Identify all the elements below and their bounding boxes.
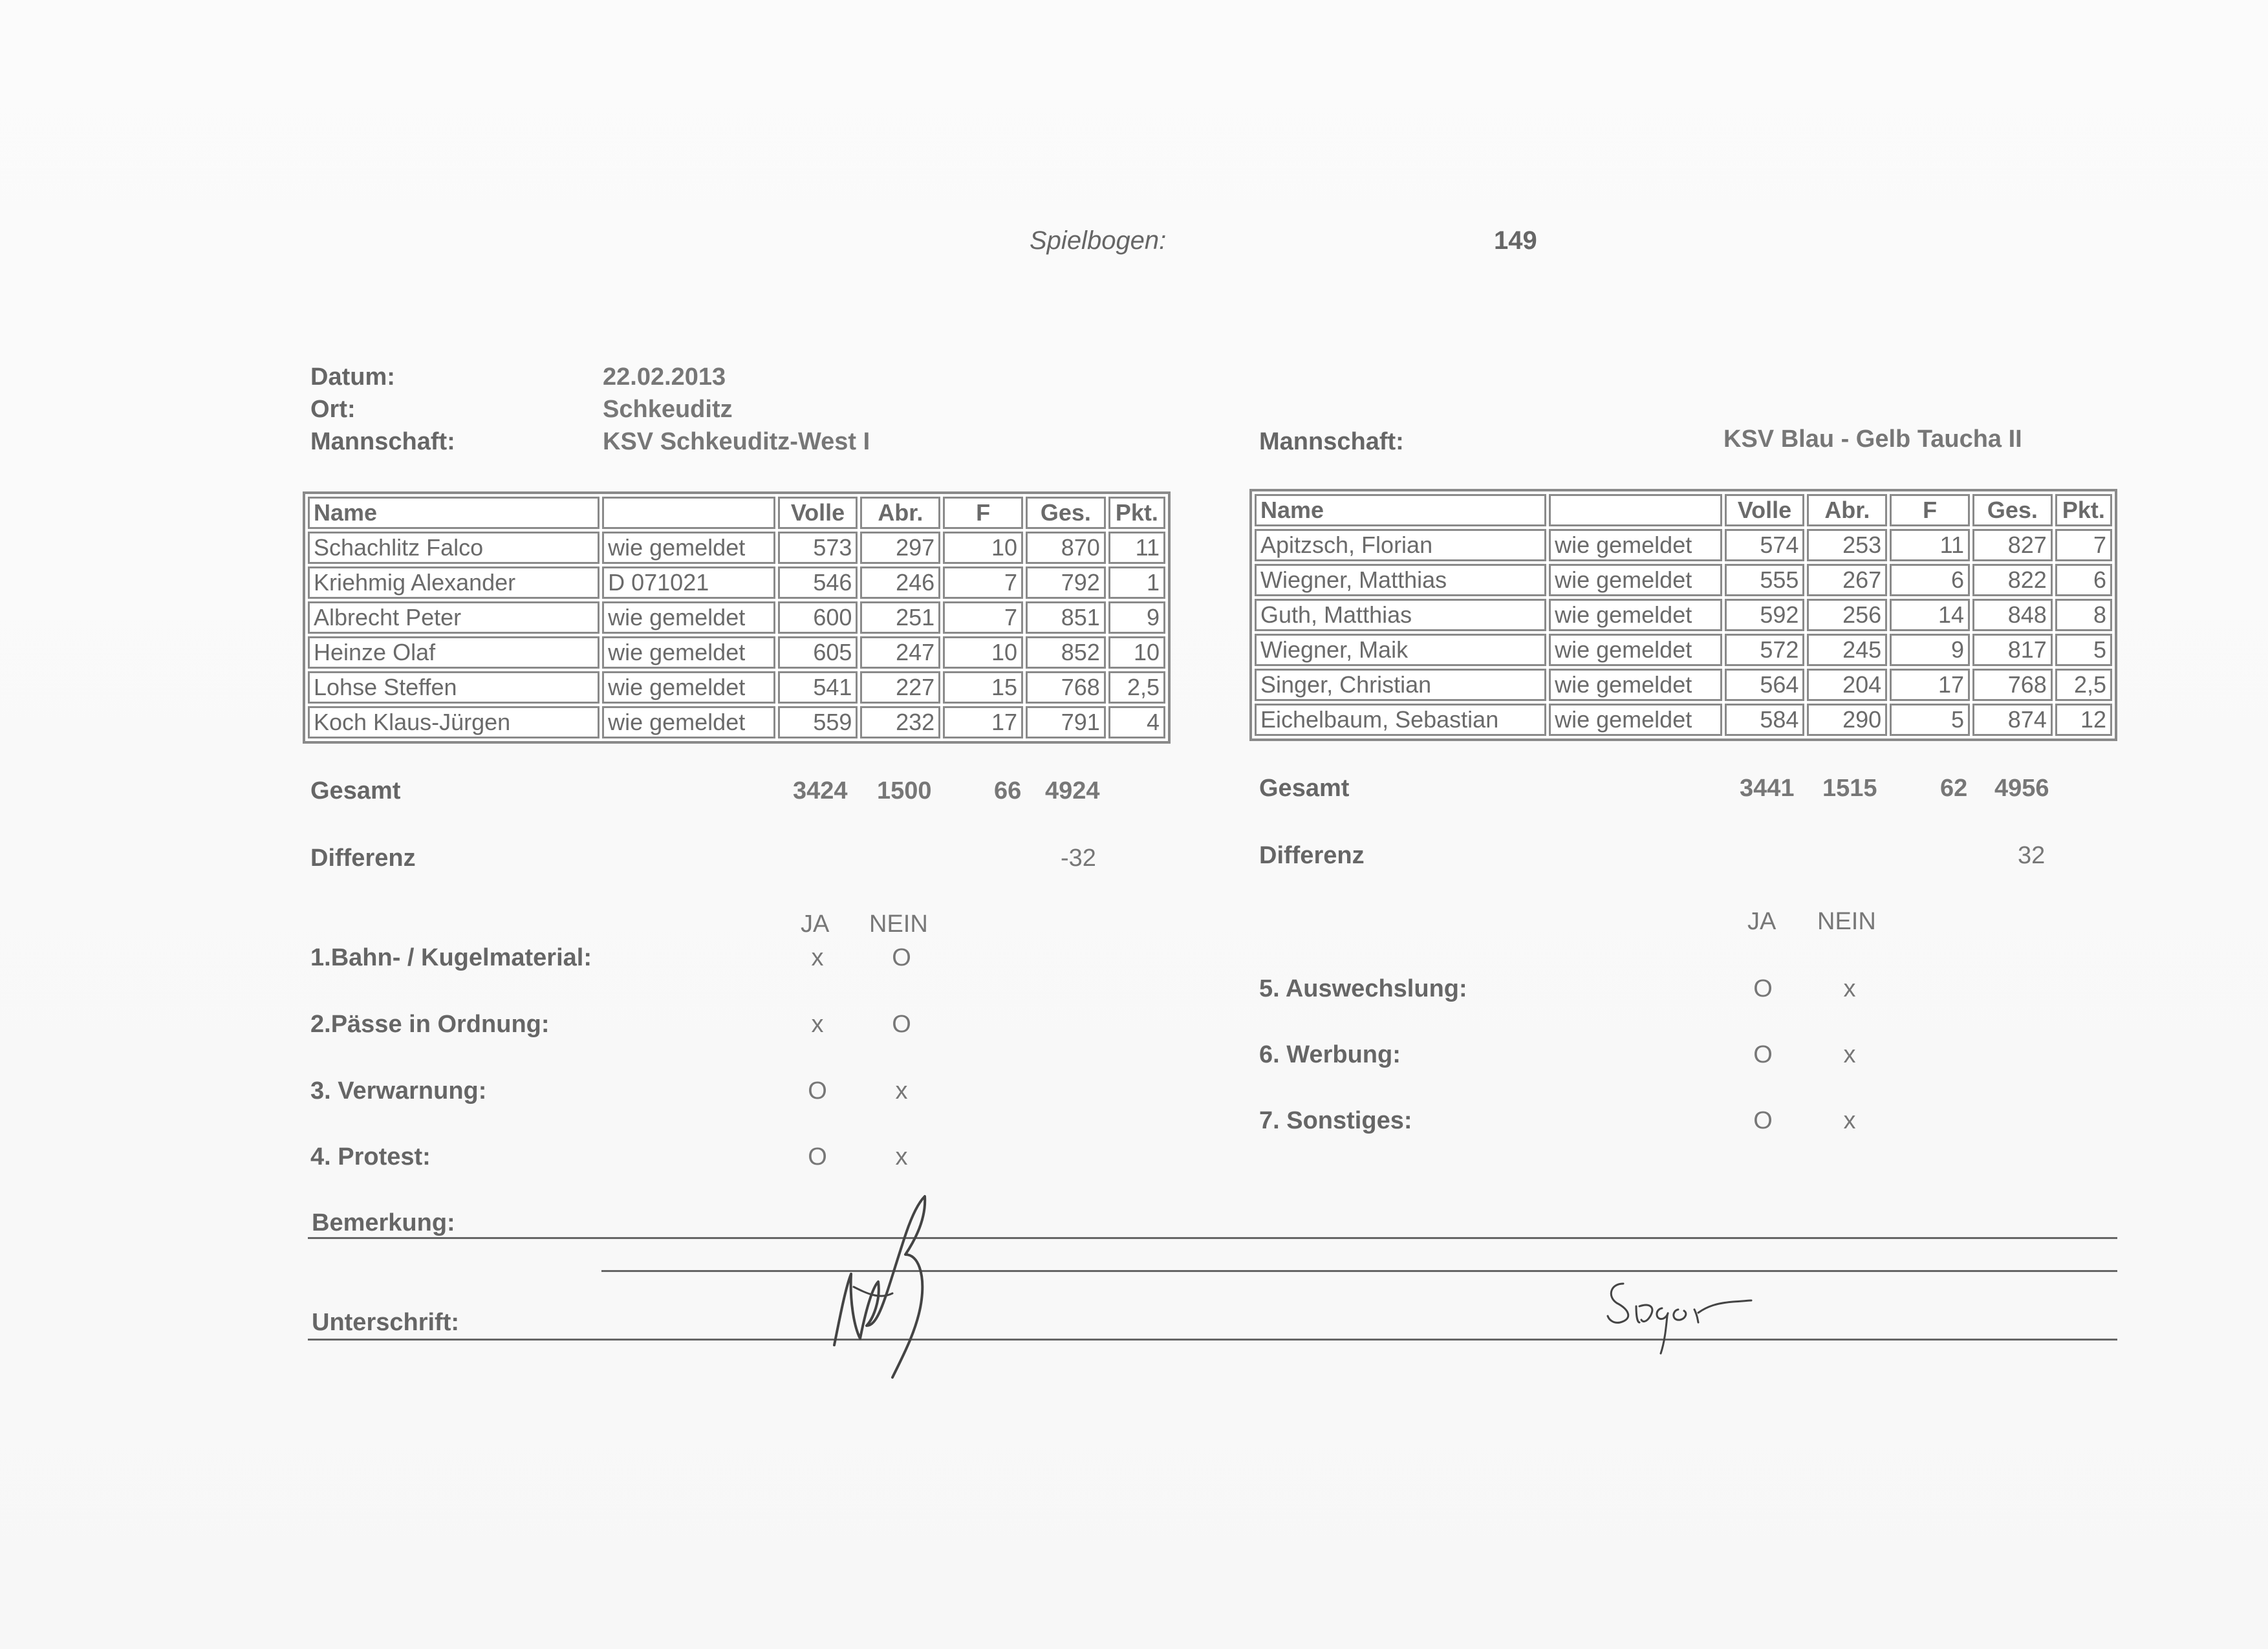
unterschrift-label: Unterschrift:	[312, 1309, 460, 1336]
col-header: Name	[308, 497, 599, 529]
player-name: Singer, Christian	[1255, 669, 1546, 701]
table-row	[1255, 529, 2112, 561]
player-abr: 204	[1807, 669, 1887, 701]
left-ja-header: JA	[801, 911, 830, 938]
table-row	[308, 636, 1165, 669]
col-header: Abr.	[1807, 494, 1887, 526]
player-abr: 253	[1807, 529, 1887, 561]
table-row	[308, 532, 1165, 564]
home-team-name: KSV Schkeuditz-West I	[603, 428, 870, 455]
player-abr: 256	[1807, 599, 1887, 631]
check-nein-bahn: O	[892, 944, 911, 971]
col-header: Abr.	[860, 497, 940, 529]
player-abr: 297	[860, 532, 940, 564]
player-punkte: 1	[1108, 566, 1165, 599]
table-row	[308, 566, 1165, 599]
away-gesamt-volle: 3441	[1740, 775, 1795, 802]
player-abr: 227	[860, 671, 940, 704]
check-ja-paesse: x	[811, 1011, 824, 1038]
player-volle: 573	[778, 532, 858, 564]
player-fehler: 10	[943, 532, 1023, 564]
player-volle: 592	[1725, 599, 1805, 631]
player-fehler: 15	[943, 671, 1023, 704]
home-signature	[828, 1196, 970, 1384]
player-abr: 290	[1807, 704, 1887, 736]
table-row	[1255, 704, 2112, 736]
player-fehler: 17	[1890, 669, 1970, 701]
player-status: wie gemeldet	[1549, 529, 1722, 561]
player-punkte: 8	[2055, 599, 2112, 631]
home-differenz-label: Differenz	[310, 845, 416, 872]
away-mannschaft-label: Mannschaft:	[1259, 428, 1404, 455]
player-punkte: 5	[2055, 634, 2112, 666]
player-name: Albrecht Peter	[308, 601, 599, 634]
away-signature	[1604, 1277, 1753, 1361]
player-fehler: 10	[943, 636, 1023, 669]
player-gesamt: 848	[1972, 599, 2053, 631]
player-punkte: 10	[1108, 636, 1165, 669]
table-row	[308, 601, 1165, 634]
ort-label: Ort:	[310, 396, 356, 423]
player-status: wie gemeldet	[1549, 704, 1722, 736]
player-gesamt: 792	[1026, 566, 1106, 599]
player-gesamt: 822	[1972, 564, 2053, 596]
player-name: Guth, Matthias	[1255, 599, 1546, 631]
away-differenz-label: Differenz	[1259, 842, 1365, 869]
home-gesamt-f: 66	[994, 777, 1022, 804]
player-abr: 247	[860, 636, 940, 669]
player-fehler: 7	[943, 601, 1023, 634]
player-volle: 564	[1725, 669, 1805, 701]
away-score-table	[1249, 489, 2117, 741]
col-header: Ges.	[1972, 494, 2053, 526]
home-gesamt-volle: 3424	[793, 777, 848, 804]
player-name: Schachlitz Falco	[308, 532, 599, 564]
player-fehler: 9	[1890, 634, 1970, 666]
check-ja-werbung: O	[1753, 1041, 1773, 1068]
player-gesamt: 768	[1026, 671, 1106, 704]
check-ja-verwarnung: O	[808, 1077, 827, 1105]
player-abr: 232	[860, 706, 940, 738]
player-gesamt: 852	[1026, 636, 1106, 669]
home-gesamt-ges: 4924	[1045, 777, 1100, 804]
away-gesamt-ges: 4956	[1994, 775, 2049, 802]
away-gesamt-label: Gesamt	[1259, 775, 1350, 802]
player-status: wie gemeldet	[602, 601, 775, 634]
datum-value: 22.02.2013	[603, 363, 726, 391]
check-label-auswechslung: 5. Auswechslung:	[1259, 975, 1467, 1002]
player-punkte: 2,5	[2055, 669, 2112, 701]
home-differenz-value: -32	[1061, 845, 1096, 872]
away-gesamt-abr: 1515	[1822, 775, 1877, 802]
bemerkung-line	[308, 1237, 2117, 1239]
player-volle: 555	[1725, 564, 1805, 596]
home-mannschaft-label: Mannschaft:	[310, 428, 455, 455]
player-gesamt: 827	[1972, 529, 2053, 561]
player-volle: 541	[778, 671, 858, 704]
player-status: D 071021	[602, 566, 775, 599]
player-name: Heinze Olaf	[308, 636, 599, 669]
player-punkte: 7	[2055, 529, 2112, 561]
col-header: Name	[1255, 494, 1546, 526]
check-label-werbung: 6. Werbung:	[1259, 1041, 1401, 1068]
player-status: wie gemeldet	[602, 636, 775, 669]
check-label-verwarnung: 3. Verwarnung:	[310, 1077, 487, 1105]
table-row	[1255, 634, 2112, 666]
away-gesamt-f: 62	[1940, 775, 1968, 802]
table-row	[1255, 669, 2112, 701]
check-nein-sonstiges: x	[1843, 1107, 1856, 1134]
col-header: F	[1890, 494, 1970, 526]
player-volle: 584	[1725, 704, 1805, 736]
away-team-name: KSV Blau - Gelb Taucha II	[1723, 426, 2022, 453]
player-name: Wiegner, Matthias	[1255, 564, 1546, 596]
player-name: Kriehmig Alexander	[308, 566, 599, 599]
table-row	[1255, 564, 2112, 596]
check-nein-paesse: O	[892, 1011, 911, 1038]
player-fehler: 11	[1890, 529, 1970, 561]
check-label-protest: 4. Protest:	[310, 1143, 431, 1170]
check-nein-verwarnung: x	[895, 1077, 908, 1105]
check-label-paesse: 2.Pässe in Ordnung:	[310, 1011, 550, 1038]
ort-value: Schkeuditz	[603, 396, 733, 423]
player-fehler: 7	[943, 566, 1023, 599]
check-ja-sonstiges: O	[1753, 1107, 1773, 1134]
player-punkte: 9	[1108, 601, 1165, 634]
check-ja-bahn: x	[811, 944, 824, 971]
player-name: Wiegner, Maik	[1255, 634, 1546, 666]
player-volle: 559	[778, 706, 858, 738]
player-status: wie gemeldet	[1549, 634, 1722, 666]
player-fehler: 5	[1890, 704, 1970, 736]
col-header: Pkt.	[2055, 494, 2112, 526]
check-nein-protest: x	[895, 1143, 908, 1170]
left-nein-header: NEIN	[869, 911, 928, 938]
home-gesamt-abr: 1500	[877, 777, 932, 804]
player-volle: 600	[778, 601, 858, 634]
right-ja-header: JA	[1747, 908, 1777, 935]
player-status: wie gemeldet	[602, 671, 775, 704]
player-status: wie gemeldet	[602, 532, 775, 564]
away-differenz-value: 32	[2018, 842, 2046, 869]
document-title: Spielbogen:	[1030, 226, 1167, 255]
col-header: Pkt.	[1108, 497, 1165, 529]
check-label-sonstiges: 7. Sonstiges:	[1259, 1107, 1412, 1134]
check-nein-werbung: x	[1843, 1041, 1856, 1068]
bemerkung-label: Bemerkung:	[312, 1209, 455, 1236]
check-ja-protest: O	[808, 1143, 827, 1170]
datum-label: Datum:	[310, 363, 395, 391]
player-gesamt: 791	[1026, 706, 1106, 738]
player-status: wie gemeldet	[1549, 669, 1722, 701]
check-label-bahn: 1.Bahn- / Kugelmaterial:	[310, 944, 592, 971]
player-name: Koch Klaus-Jürgen	[308, 706, 599, 738]
player-gesamt: 817	[1972, 634, 2053, 666]
player-abr: 267	[1807, 564, 1887, 596]
col-header: F	[943, 497, 1023, 529]
player-gesamt: 870	[1026, 532, 1106, 564]
col-header: Volle	[778, 497, 858, 529]
player-volle: 572	[1725, 634, 1805, 666]
col-header	[602, 497, 775, 529]
col-header: Volle	[1725, 494, 1805, 526]
player-status: wie gemeldet	[1549, 599, 1722, 631]
player-gesamt: 874	[1972, 704, 2053, 736]
player-fehler: 14	[1890, 599, 1970, 631]
player-abr: 251	[860, 601, 940, 634]
player-status: wie gemeldet	[1549, 564, 1722, 596]
check-nein-auswechslung: x	[1843, 975, 1856, 1002]
table-header-row	[1255, 494, 2112, 526]
table-row	[308, 706, 1165, 738]
player-punkte: 6	[2055, 564, 2112, 596]
player-volle: 605	[778, 636, 858, 669]
player-punkte: 2,5	[1108, 671, 1165, 704]
player-gesamt: 851	[1026, 601, 1106, 634]
player-punkte: 11	[1108, 532, 1165, 564]
player-abr: 246	[860, 566, 940, 599]
player-name: Lohse Steffen	[308, 671, 599, 704]
player-name: Eichelbaum, Sebastian	[1255, 704, 1546, 736]
player-fehler: 17	[943, 706, 1023, 738]
table-row	[1255, 599, 2112, 631]
player-volle: 546	[778, 566, 858, 599]
table-header-row	[308, 497, 1165, 529]
player-volle: 574	[1725, 529, 1805, 561]
spielbogen-number: 149	[1494, 226, 1537, 255]
player-name: Apitzsch, Florian	[1255, 529, 1546, 561]
player-punkte: 12	[2055, 704, 2112, 736]
col-header	[1549, 494, 1722, 526]
col-header: Ges.	[1026, 497, 1106, 529]
player-fehler: 6	[1890, 564, 1970, 596]
player-abr: 245	[1807, 634, 1887, 666]
home-gesamt-label: Gesamt	[310, 777, 401, 804]
table-row	[308, 671, 1165, 704]
home-score-table	[303, 491, 1171, 744]
player-status: wie gemeldet	[602, 706, 775, 738]
unterschrift-line	[308, 1339, 2117, 1341]
player-punkte: 4	[1108, 706, 1165, 738]
check-ja-auswechslung: O	[1753, 975, 1773, 1002]
player-gesamt: 768	[1972, 669, 2053, 701]
right-nein-header: NEIN	[1817, 908, 1876, 935]
